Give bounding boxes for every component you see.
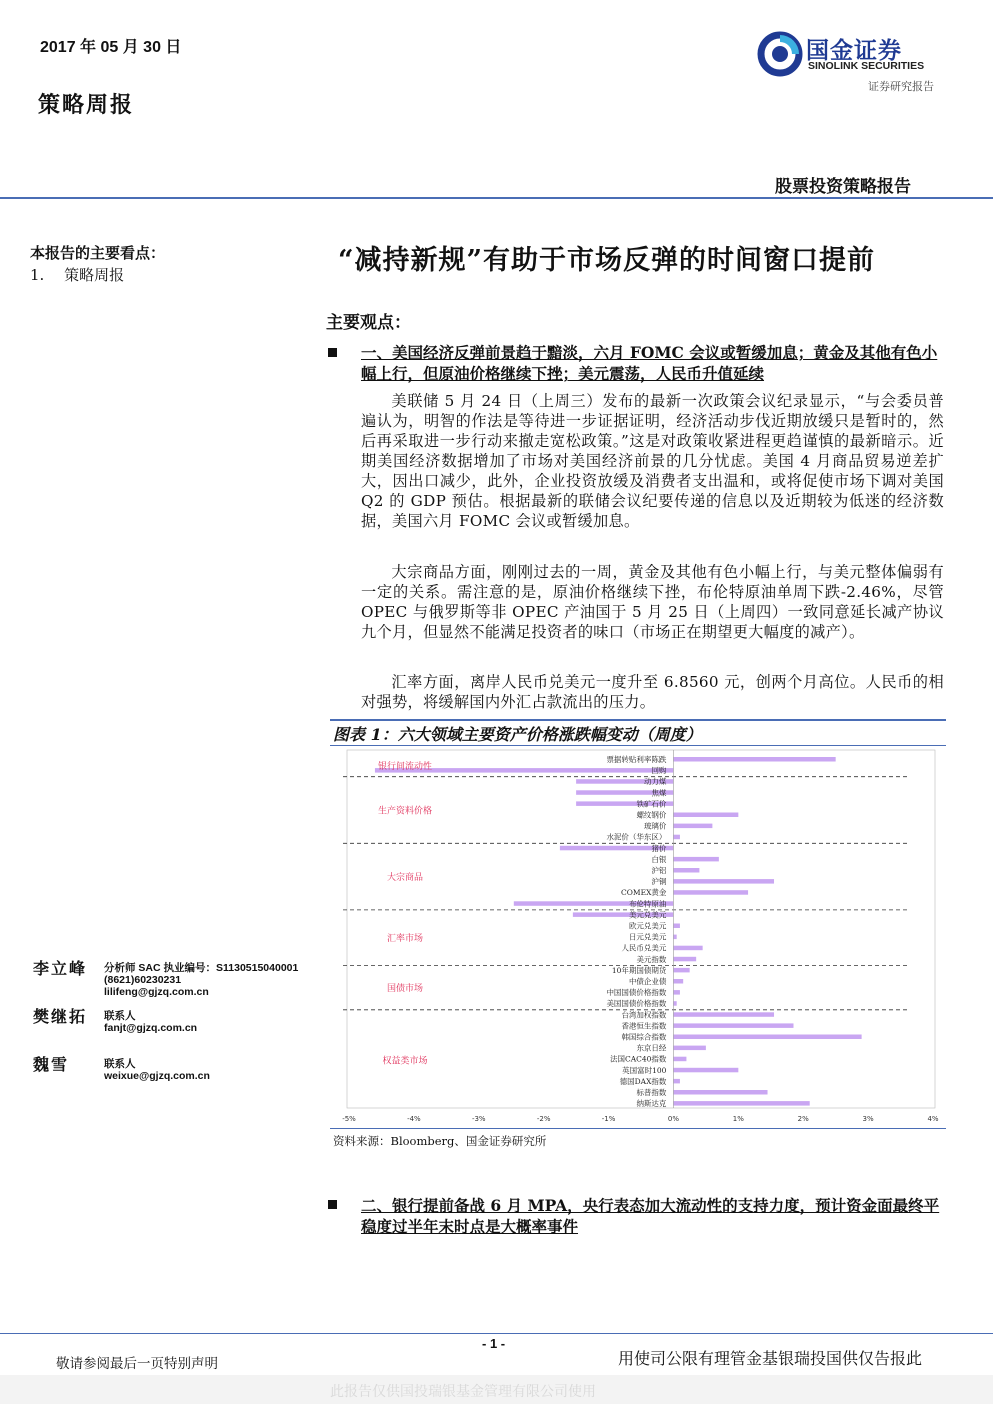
category-label: 欧元兑美元 [628,921,667,931]
analyst-email: weixue@gjzq.com.cn [104,1070,210,1082]
report-type: 策略周报 [38,92,135,118]
category-label: COMEX黄金 [621,888,667,898]
report-date: 2017 年 05 月 30 日 [40,39,182,56]
bar [673,1068,738,1073]
sidebar-title: 本报告的主要看点： [30,244,166,262]
category-label: 中债企业债 [628,977,667,986]
analyst-info [104,962,298,998]
analyst-phone: (8621)60230231 [104,974,182,986]
x-tick-label: 4% [927,1115,939,1123]
figure-title: 图表 1：六大领域主要资产价格涨跌幅变动（周度） [333,725,702,744]
bar [673,857,718,862]
logo-icon [756,32,804,76]
research-label: 证券研究报告 [868,80,934,93]
main-points-label: 主要观点： [326,313,411,333]
x-tick-label: -4% [407,1115,421,1123]
analyst-info [104,1058,210,1082]
bar [673,924,679,929]
paragraph: 汇率方面，离岸人民币兑美元一度升至 6.8560 元，创两个月高位。人民币的相对强势，将缓解国内外汇占款流出的压力。 [361,673,944,711]
bar [673,946,702,951]
bar [673,1101,809,1106]
group-label: 生产资料价格 [377,806,433,817]
category-label: 英国富时100 [622,1065,667,1075]
bar [673,1057,686,1062]
section-title-1: 一、美国经济反弹前景趋于黯淡，六月 FOMC 会议或暂缓加息；黄金及其他有色小幅上行，但原油价格继续下挫；美元震荡，人民币升值延续 [361,343,938,383]
x-tick-label: -3% [471,1115,486,1123]
analyst-email: fanjt@gjzq.com.cn [104,1022,198,1034]
category-label: 沪铜 [651,877,667,887]
x-tick-label: 0% [667,1115,679,1123]
category-label: 玻璃价 [643,821,667,831]
paragraph: 大宗商品方面，刚刚过去的一周，黄金及其他有色小幅上行，与美元整体偏弱有一定的关系。需注意的是，原油价格继续下挫，布伦特原油单周下跌-2.46%，尽管 OPEC 与俄罗斯等非 OPEC 产油国于 5 月 25 日（上周四）一致同意延长减产协议九个月，但显然不能满足投资者的味口（市场正在期望更大幅度的减产）。 [361,563,944,641]
bar [673,835,679,840]
category-label: 德国DAX指数 [619,1076,667,1086]
bullet-icon [328,1200,337,1209]
category-label: 水泥价（华东区） [606,832,667,842]
category-label: 猪价 [651,843,667,853]
category-label: 铁矿石价 [636,799,667,809]
bar-chart [342,750,943,1126]
category-label: 标普指数 [636,1088,667,1097]
bar [673,1035,861,1040]
category-label: 人民币兑美元 [621,943,667,953]
bar [673,979,683,984]
bar [673,1079,679,1084]
category-label: 螺纹钢价 [636,810,667,820]
analyst-role: 联系人 [104,1058,136,1070]
disclaimer-note: 敬请参阅最后一页特别声明 [56,1356,218,1372]
logo-text-cn: 国金证券 [806,37,902,63]
analyst-role: 联系人 [104,1010,136,1022]
category-label: 回购 [651,766,667,776]
bar [673,868,699,873]
group-label: 汇率市场 [386,934,424,945]
category-label: 中国国债价格指数 [606,988,667,998]
x-tick-label: 2% [797,1115,809,1123]
section-title-2: 二、银行提前备战 6 月 MPA，央行表态加大流动性的支持力度，预计资金面最终平稳度过半年末时点是大概率事件 [361,1196,940,1236]
category-label: 香港恒生指数 [621,1021,667,1031]
footer-notice: 用使司公限有理管金基银瑞投国供仅告报此 [618,1349,923,1368]
group-label: 权益类市场 [382,1056,428,1067]
figure-source: 资料来源：Bloomberg、国金证券研究所 [333,1134,547,1148]
category-label: 白银 [651,854,667,864]
bar [673,968,689,973]
x-tick-label: -5% [342,1115,356,1123]
category-label: 票据转贴利率陈跌 [606,755,667,764]
analyst-name: 李立峰 [33,959,88,978]
header-divider [0,197,993,199]
analyst-name: 樊继拓 [33,1007,88,1026]
bar [673,1090,767,1095]
bar [673,824,712,829]
analyst-sac: 分析师 SAC 执业编号：S1130515040001 [104,962,299,974]
headline: “减持新规”有助于市场反弹的时间窗口提前 [338,245,876,276]
x-tick-label: 3% [862,1115,874,1123]
category-label: 东京日经 [636,1043,667,1053]
group-label: 大宗商品 [386,873,424,884]
analyst-info [104,1010,197,1034]
group-label: 国债市场 [386,984,424,995]
category-label: 焦煤 [651,788,667,798]
bar [673,890,748,895]
bullet-icon [328,348,337,357]
figure-rule-mid [330,745,946,746]
sidebar-item: 1. 策略周报 [30,266,125,284]
category-label: 美国国债价格指数 [606,999,667,1009]
figure-rule-top [330,719,946,721]
category-label: 日元兑美元 [628,932,667,942]
category-label: 美元兑美元 [628,910,667,920]
x-tick-label: -1% [601,1115,616,1123]
logo-text-en: SINOLINK SECURITIES [808,60,925,72]
page-number: - 1 - [482,1336,506,1351]
paragraph: 美联储 5 月 24 日（上周三）发布的最新一次政策会议纪录显示，“与会委员普遍认为，明智的作法是等待进一步证据证明，经济活动步伐近期放缓只是暂时的，然后再采取进一步行动来撤走宽松政策。”这是对政策收紧进程更趋谨慎的最新暗示。近期美国经济数据增加了市场对美国经济前景的几分忧虑。美国 4 月商品贸易逆差扩大，因出口减少，此外，企业投资放缓及消费者支出温和，或将促使市场下调对美国 Q2 的 GDP 预估。根据最新的联储会议纪要传递的信息以及近期较为低迷的经济数据，美国六月 FOMC 会议或暂缓加息。 [361,392,944,530]
bar [673,1001,676,1006]
bar [673,957,696,962]
watermark: 此报告仅供国投瑞银基金管理有限公司使用 [330,1384,596,1400]
category-label: 台湾加权指数 [621,1010,667,1020]
bar [673,813,738,818]
bar [673,935,676,940]
x-tick-label: -2% [536,1115,551,1123]
category-label: 沪铝 [651,866,667,875]
report-category: 股票投资策略报告 [775,177,911,197]
bar [673,1023,793,1028]
category-label: 10年期国债期货 [611,965,667,975]
analyst-name: 魏雪 [33,1055,70,1074]
category-label: 纳斯达克 [636,1099,667,1109]
bar [673,1046,705,1051]
footer-divider [0,1333,993,1334]
bar [673,990,679,995]
figure-rule-bottom [330,1128,946,1129]
bar [673,1012,774,1017]
category-label: 布伦特原油 [628,899,667,909]
bar [673,879,774,884]
analyst-email: lilifeng@gjzq.com.cn [104,986,209,998]
group-label: 银行间流动性 [377,762,433,773]
x-tick-label: 1% [732,1115,744,1123]
bar [673,757,835,762]
category-label: 美元指数 [636,954,667,964]
category-label: 法国CAC40指数 [610,1054,667,1064]
category-label: 动力煤 [643,777,667,787]
category-label: 韩国综合指数 [621,1032,667,1042]
